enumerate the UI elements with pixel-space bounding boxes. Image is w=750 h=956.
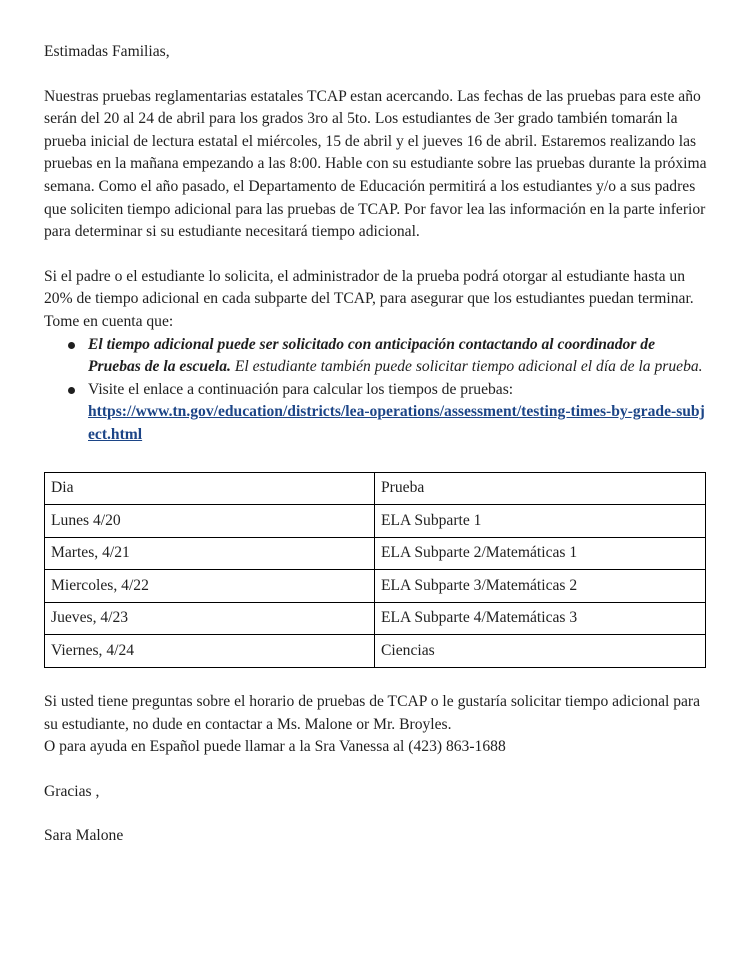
table-cell-day: Viernes, 4/24 (45, 635, 375, 668)
bullet-dot-icon (68, 342, 75, 349)
table-row (45, 635, 706, 668)
table-cell-day: Miercoles, 4/22 (45, 570, 375, 603)
note-italic-text: El estudiante también puede solicitar tiempo adicional el día de la prueba. (230, 358, 703, 376)
note-link-intro: Visite el enlace a continuación para calcular los tiempos de pruebas: (88, 380, 514, 398)
signoff: Gracias , (44, 782, 100, 800)
table-header-prueba: Prueba (375, 472, 706, 505)
notes-list (44, 334, 708, 447)
bullet-dot-icon (68, 387, 75, 394)
signature-name: Sara Malone (44, 827, 124, 845)
table-row (45, 602, 706, 635)
paragraph-test-dates: Nuestras pruebas reglamentarias estatales TCAP estan acercando. Las fechas de las pruebas para este año serán del 20 al 24 de abril para los grados 3ro al 5to. Los estudiantes de 3er grado también tomarán la prueba inicial de lectura estatal el miércoles, 15 de abril y el jueves 16 de abril. Estaremos realizando las pruebas en la mañana empezando a las 8:00. Hable con su estudiante sobre las pruebas durante la próxima semana. Como el año pasado, el Departamento de Educación permitirá a los estudiantes y/o a sus padres que soliciten tiempo adicional para las pruebas de TCAP. Por favor lea las información en la parte inferior para determinar si su estudiante necesitará tiempo adicional. (44, 87, 707, 241)
table-row (45, 505, 706, 538)
note-intro: Tome en cuenta que: (44, 312, 174, 330)
table-cell-test: Ciencias (375, 635, 706, 668)
table-cell-day: Jueves, 4/23 (45, 602, 375, 635)
greeting: Estimadas Familias, (44, 43, 170, 60)
note-item-link (88, 379, 708, 447)
note-item-request-time (88, 334, 708, 379)
closing-paragraph-spanish-help: O para ayuda en Español puede llamar a la Sra Vanessa al (423) 863-1688 (44, 738, 506, 756)
note-bold-text: El tiempo adicional puede ser solicitado con anticipación contactando al coordinador de Pruebas de la escuela. (88, 335, 656, 376)
table-header-dia: Dia (45, 472, 375, 505)
table-row (45, 537, 706, 570)
table-cell-test: ELA Subparte 3/Matemáticas 2 (375, 570, 706, 603)
letter-page (44, 41, 708, 848)
table-cell-test: ELA Subparte 2/Matemáticas 1 (375, 537, 706, 570)
table-row (45, 570, 706, 603)
table-cell-test: ELA Subparte 1 (375, 505, 706, 538)
schedule-table (44, 472, 706, 669)
table-cell-test: ELA Subparte 4/Matemáticas 3 (375, 602, 706, 635)
table-header-row (45, 472, 706, 505)
table-cell-day: Martes, 4/21 (45, 537, 375, 570)
table-cell-day: Lunes 4/20 (45, 505, 375, 538)
testing-times-link[interactable]: https://www.tn.gov/education/districts/lea-operations/assessment/testing-times-by-grade-subject.html (88, 403, 705, 443)
paragraph-extra-time: Si el padre o el estudiante lo solicita, el administrador de la prueba podrá otorgar al estudiante hasta un 20% de tiempo adicional en cada subparte del TCAP, para asegurar que los estudiantes puedan terminar. (44, 267, 694, 308)
closing-paragraph-contacts: Si usted tiene preguntas sobre el horario de pruebas de TCAP o le gustaría solicitar tiempo adicional para su estudiante, no dude en contactar a Ms. Malone or Mr. Broyles. (44, 693, 701, 733)
